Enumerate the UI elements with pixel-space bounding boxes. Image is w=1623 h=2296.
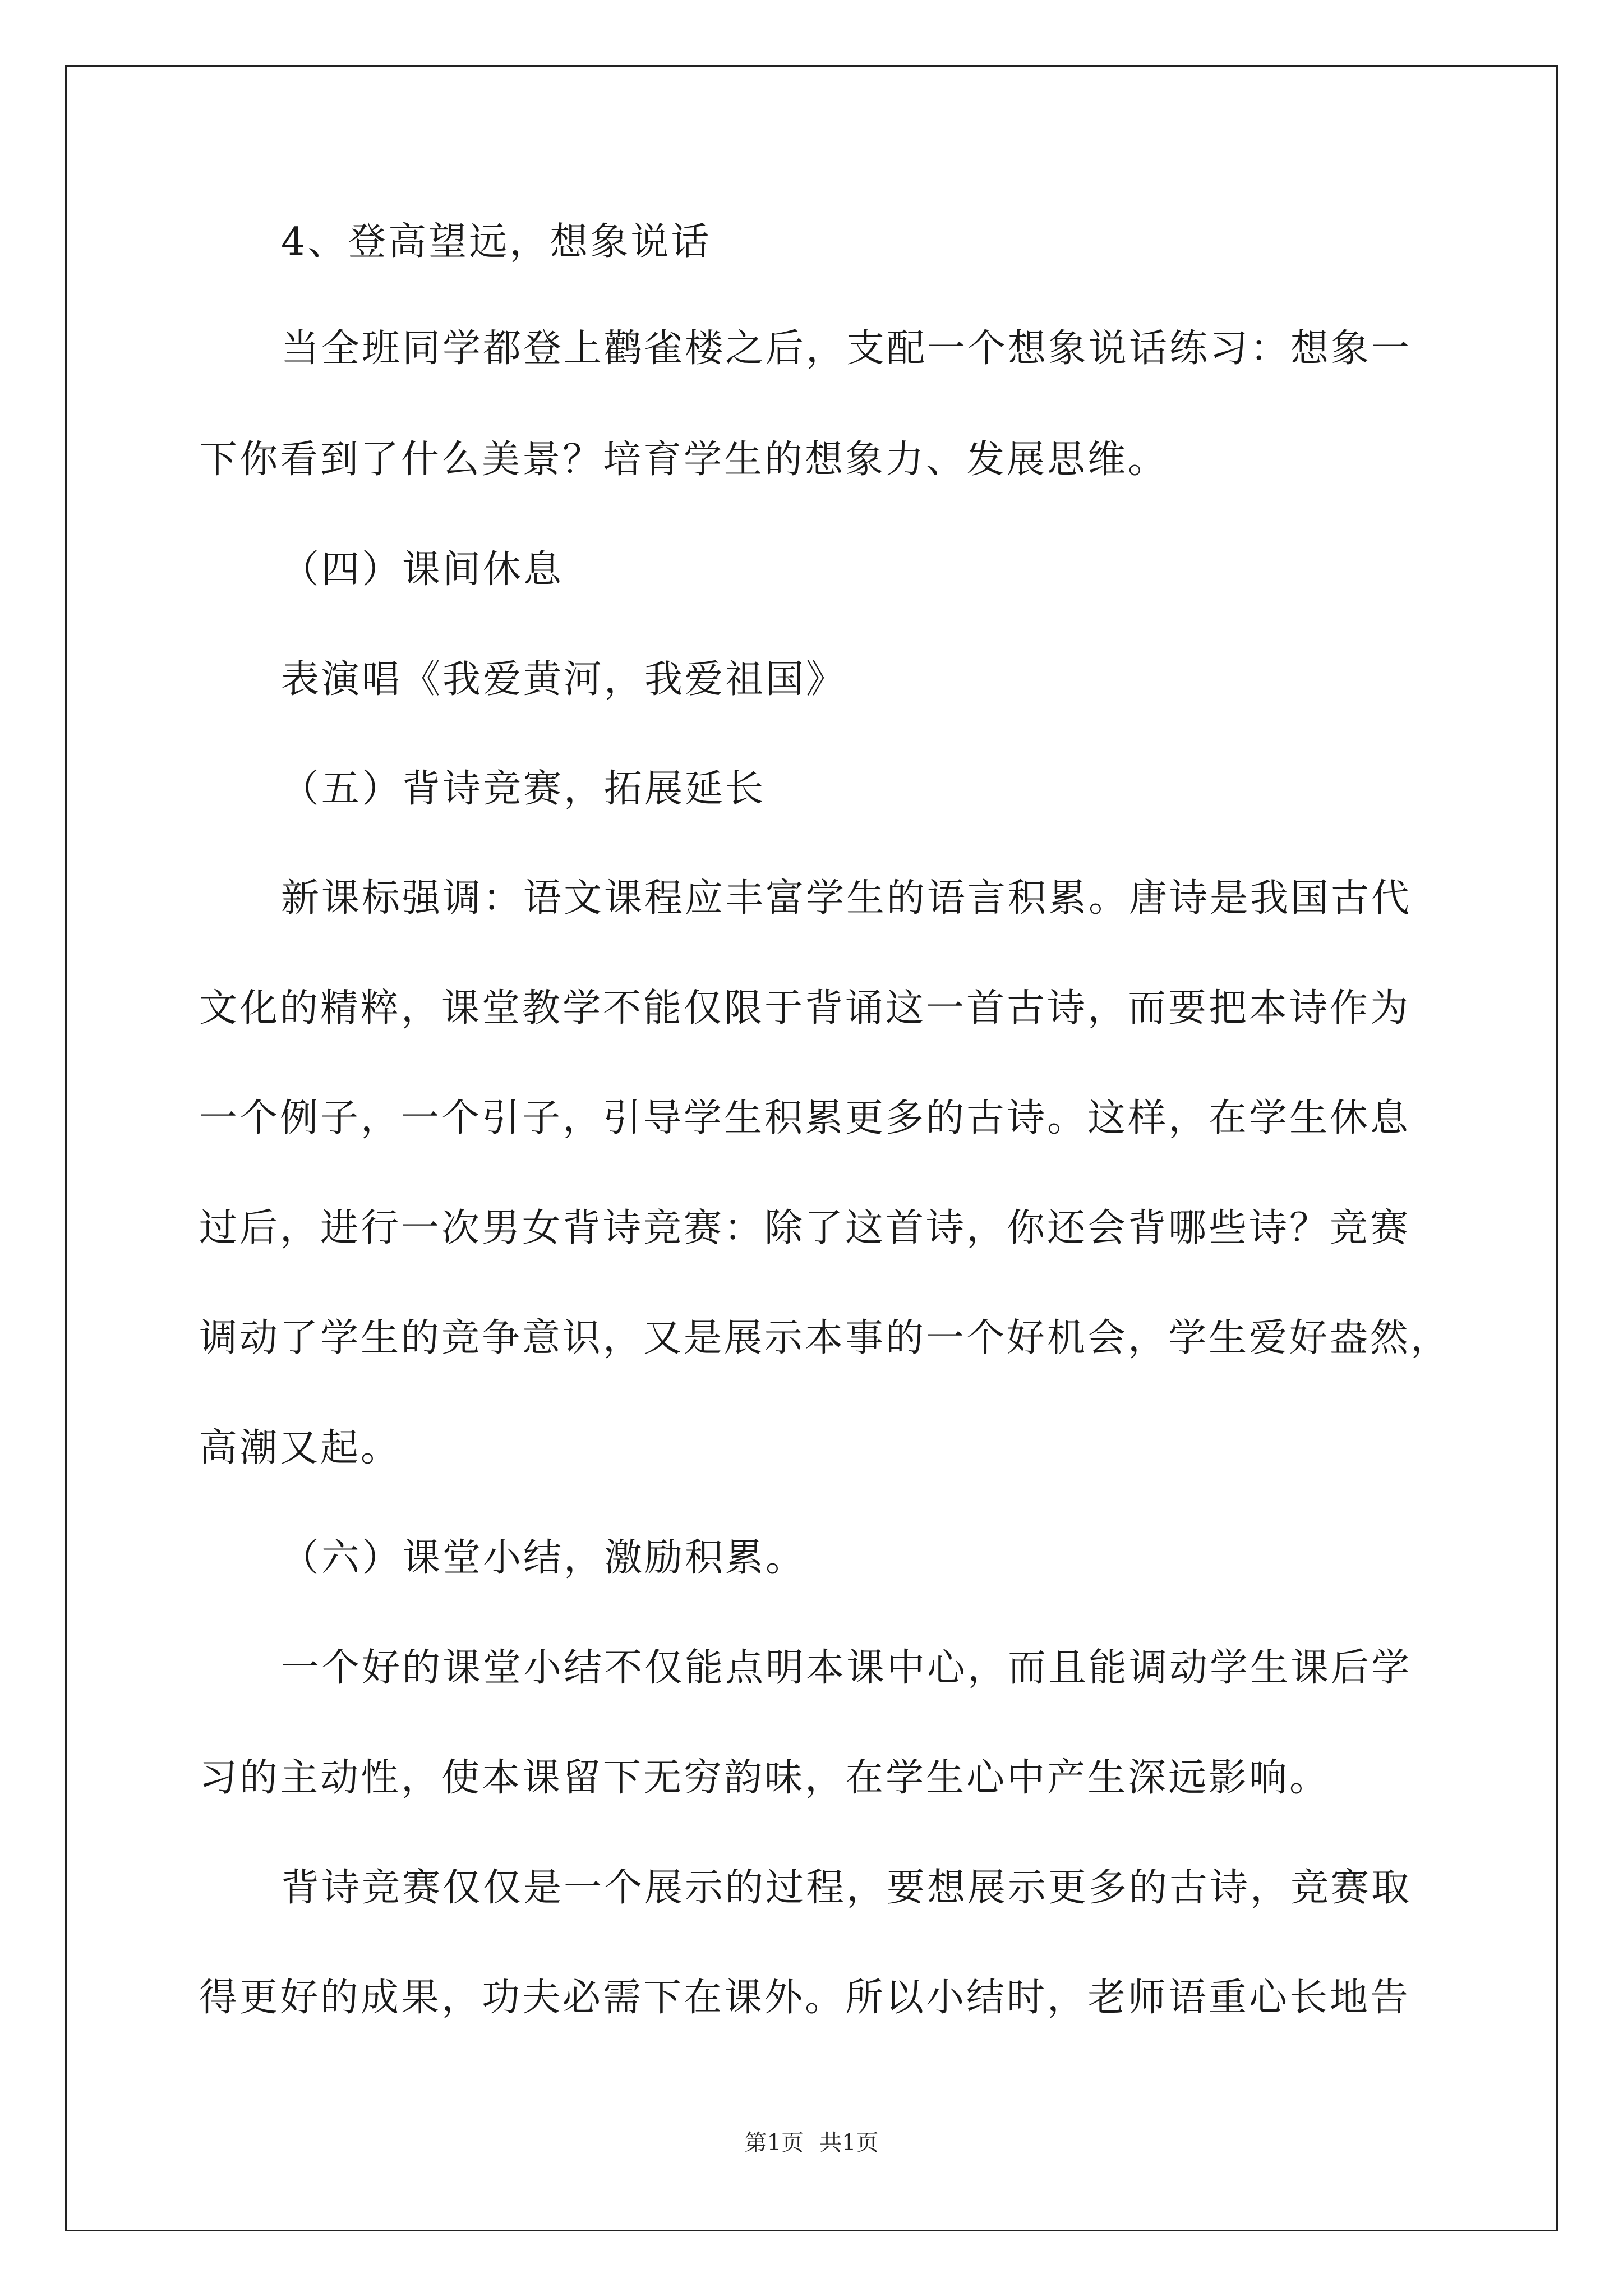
paragraph-line: 高潮又起。 — [199, 1426, 402, 1470]
paragraph-line: 习的主动性，使本课留下无穷韵味，在学生心中产生深远影响。 — [199, 1756, 1330, 1800]
paragraph-line: 得更好的成果，功夫必需下在课外。所以小结时，老师语重心长地告 — [199, 1976, 1411, 2020]
section-heading: 4、登高望远，想象说话 — [281, 220, 712, 264]
page-number: 第1页 — [744, 2130, 804, 2156]
paragraph-line: 表演唱《我爱黄河，我爱祖国》 — [281, 657, 847, 702]
paragraph-line: 新课标强调：语文课程应丰富学生的语言积累。唐诗是我国古代 — [281, 876, 1412, 921]
paragraph-line: 文化的精粹，课堂教学不能仅限于背诵这一首古诗，而要把本诗作为 — [199, 986, 1411, 1030]
paragraph-line: 下你看到了什么美景？培育学生的想象力、发展思维。 — [199, 438, 1169, 482]
page-total: 共1页 — [819, 2130, 879, 2156]
paragraph-line: 一个例子，一个引子，引导学生积累更多的古诗。这样，在学生休息 — [199, 1096, 1411, 1140]
paragraph-line: 调动了学生的竞争意识，又是展示本事的一个好机会，学生爱好盎然， — [199, 1316, 1451, 1360]
paragraph-line: 过后，进行一次男女背诗竞赛：除了这首诗，你还会背哪些诗？竞赛 — [199, 1206, 1411, 1250]
section-heading: （五）背诗竞赛，拓展延长 — [281, 767, 766, 811]
section-heading: （四）课间休息 — [281, 547, 564, 592]
paragraph-line: 当全班同学都登上鹳雀楼之后，支配一个想象说话练习：想象一 — [281, 326, 1412, 371]
paragraph-line: 一个好的课堂小结不仅能点明本课中心，而且能调动学生课后学 — [281, 1646, 1412, 1690]
paragraph-line: 背诗竞赛仅仅是一个展示的过程，要想展示更多的古诗，竞赛取 — [281, 1866, 1412, 1910]
page-footer — [0, 2125, 1623, 2157]
section-heading: （六）课堂小结，激励积累。 — [281, 1536, 806, 1580]
